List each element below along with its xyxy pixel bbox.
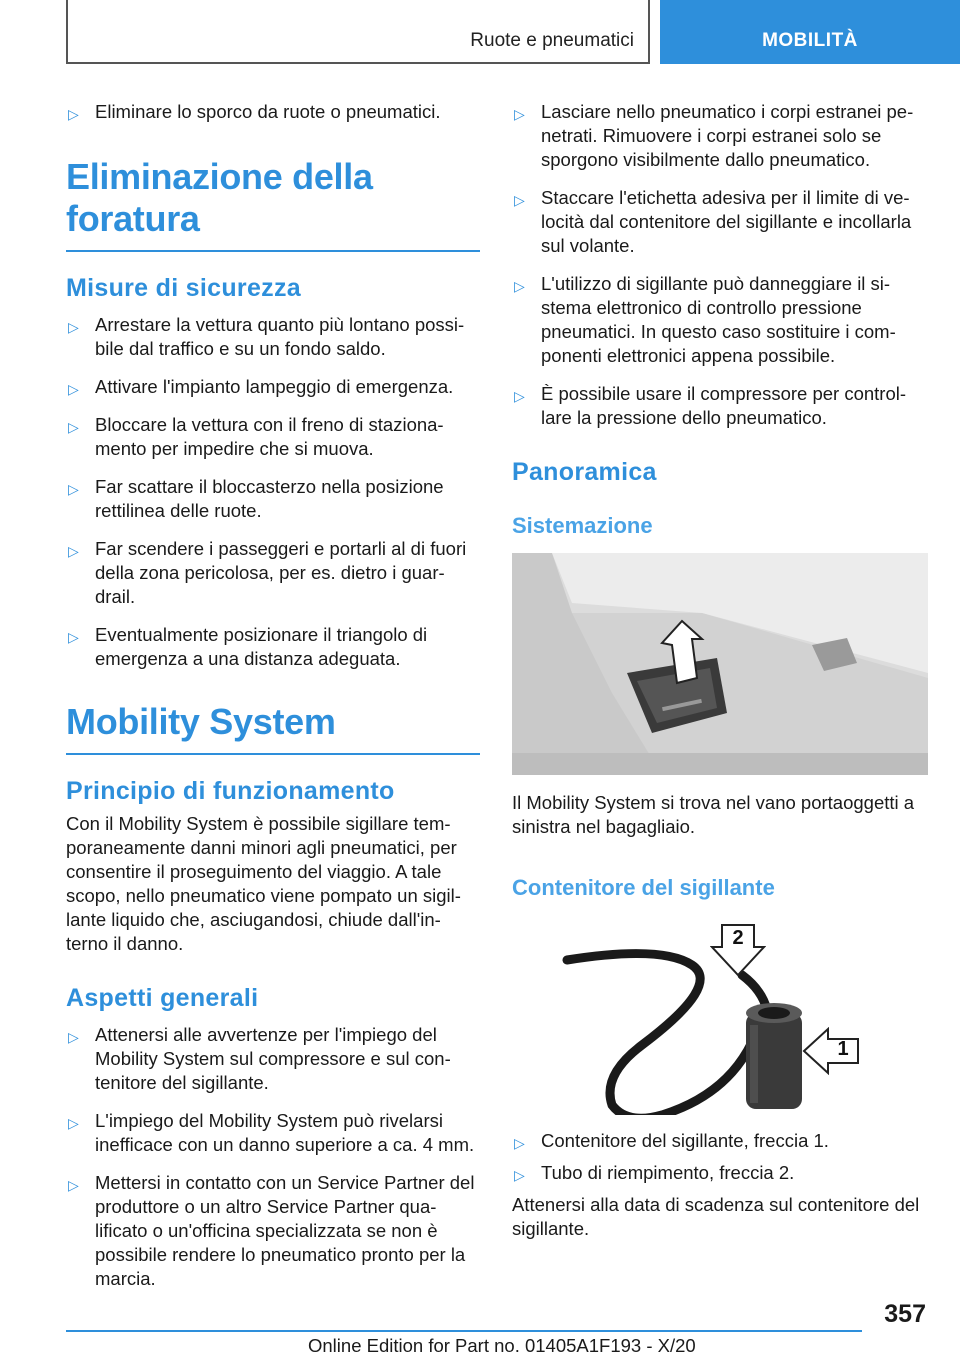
triangle-right-icon: ▷ [68,543,79,559]
list-item: ▷ Attivare l'impianto lampeggio di emergenza. [66,375,480,399]
trunk-illustration [512,553,928,775]
heading-eliminazione-foratura: Eliminazione della foratura [66,156,480,252]
list-item: ▷ Eliminare lo sporco da ruote o pneumatici. [66,100,480,124]
sistemazione-text: Il Mobility System si trova nel vano portaoggetti a sinistra nel bagagliaio. [512,792,915,837]
heading-misure-sicurezza: Misure di sicurezza [66,274,301,302]
triangle-right-icon: ▷ [514,388,525,404]
misure-list [66,313,480,671]
arrow-2-label: 2 [732,927,744,949]
list-item: ▷ Far scendere i passeggeri e portarli al di fuori della zona pericolosa, per es. dietro i guar-drail. [68,538,467,607]
triangle-right-icon: ▷ [514,106,525,122]
header-section-tab [66,0,650,64]
list-item: ▷ L'impiego del Mobility System può rivelarsi inefficace con un danno superiore a ca. 4 mm. [68,1110,475,1155]
triangle-right-icon: ▷ [514,1135,525,1151]
left-column [66,100,480,1305]
list-item: ▷ Staccare l'etichetta adesiva per il limite di ve-locità dal contenitore del sigillante e incollarla sul volante. [514,187,912,256]
footer-edition-text: Online Edition for Part no. 01405A1F193 - X/20 [308,1335,696,1356]
header-section-title: Ruote e pneumatici [470,30,634,51]
heading-aspetti-generali: Aspetti generali [66,984,259,1012]
triangle-right-icon: ▷ [68,481,79,497]
triangle-right-icon: ▷ [514,1167,525,1183]
triangle-right-icon: ▷ [68,1115,79,1131]
triangle-right-icon: ▷ [68,419,79,435]
contenitore-list [512,1129,928,1185]
list-item: ▷ Far scattare il bloccasterzo nella posizione rettilinea delle ruote. [68,476,444,521]
triangle-right-icon: ▷ [68,1177,79,1193]
list-item: ▷ Bloccare la vettura con il freno di staziona-mento per impedire che si muova. [68,414,444,459]
triangle-right-icon: ▷ [68,106,79,122]
arrow-1-icon [802,1027,860,1075]
header-chapter-tab [660,0,960,64]
principio-text: Con il Mobility System è possibile sigillare tem-poraneamente danni minori agli pneumatici, per consentire il proseguimento del viaggio. A tale scopo, nello pneumatico viene pompato un sigil-lante liquido che, asciugandosi, chiude dall'in-terno il danno. [66,813,461,954]
heading-sistemazione: Sistemazione [512,513,653,538]
list-item: ▷ È possibile usare il compressore per control-lare la pressione dello pneumatico. [514,383,907,428]
footer-divider [66,1330,862,1332]
triangle-right-icon: ▷ [68,319,79,335]
intro-list [66,100,480,124]
list-item: ▷ Arrestare la vettura quanto più lontano possi-bile dal traffico e su un fondo saldo. [68,314,465,359]
aspetti-list [66,1023,480,1291]
heading-panoramica: Panoramica [512,458,657,486]
arrow-1-label: 1 [837,1038,849,1060]
trunk-storage-photo [512,553,928,775]
right-column [512,100,928,1241]
list-item: ▷ Attenersi alle avvertenze per l'impiego del Mobility System sul compressore e sul con-tenitore del sigillante. [68,1024,451,1093]
sealant-container-diagram [512,915,928,1115]
list-item: ▷ Contenitore del sigillante, freccia 1. [512,1129,928,1153]
list-item: ▷ Mettersi in contatto con un Service Partner del produttore o un altro Service Partner qua-lificato o un'officina specializzata se non è possibile rendere lo pneumatico pronto per la marcia. [68,1172,475,1289]
triangle-right-icon: ▷ [68,381,79,397]
list-item: ▷ L'utilizzo di sigillante può danneggiare il si-stema elettronico di controllo pressione pneumatici. In questo caso sostituire i com-ponenti elettronici appena possibile. [514,273,896,366]
page-number: 357 [884,1300,926,1328]
heading-mobility-system: Mobility System [66,701,480,755]
header-chapter-title: MOBILITÀ [762,30,858,51]
right-top-list [512,100,928,430]
triangle-right-icon: ▷ [68,1029,79,1045]
heading-contenitore: Contenitore del sigillante [512,875,775,900]
triangle-right-icon: ▷ [514,192,525,208]
heading-principio: Principio di funzionamento [66,777,395,805]
list-item: ▷ Eventualmente posizionare il triangolo di emergenza a una distanza adeguata. [68,624,428,669]
scadenza-text: Attenersi alla data di scadenza sul contenitore del sigillante. [512,1194,920,1239]
triangle-right-icon: ▷ [514,278,525,294]
list-item: ▷ Lasciare nello pneumatico i corpi estranei pe-netrati. Rimuovere i corpi estranei solo se sporgono visibilmente dallo pneumatico. [514,101,914,170]
triangle-right-icon: ▷ [68,629,79,645]
list-item: ▷ Tubo di riempimento, freccia 2. [512,1161,928,1185]
arrow-2-icon [710,923,766,977]
